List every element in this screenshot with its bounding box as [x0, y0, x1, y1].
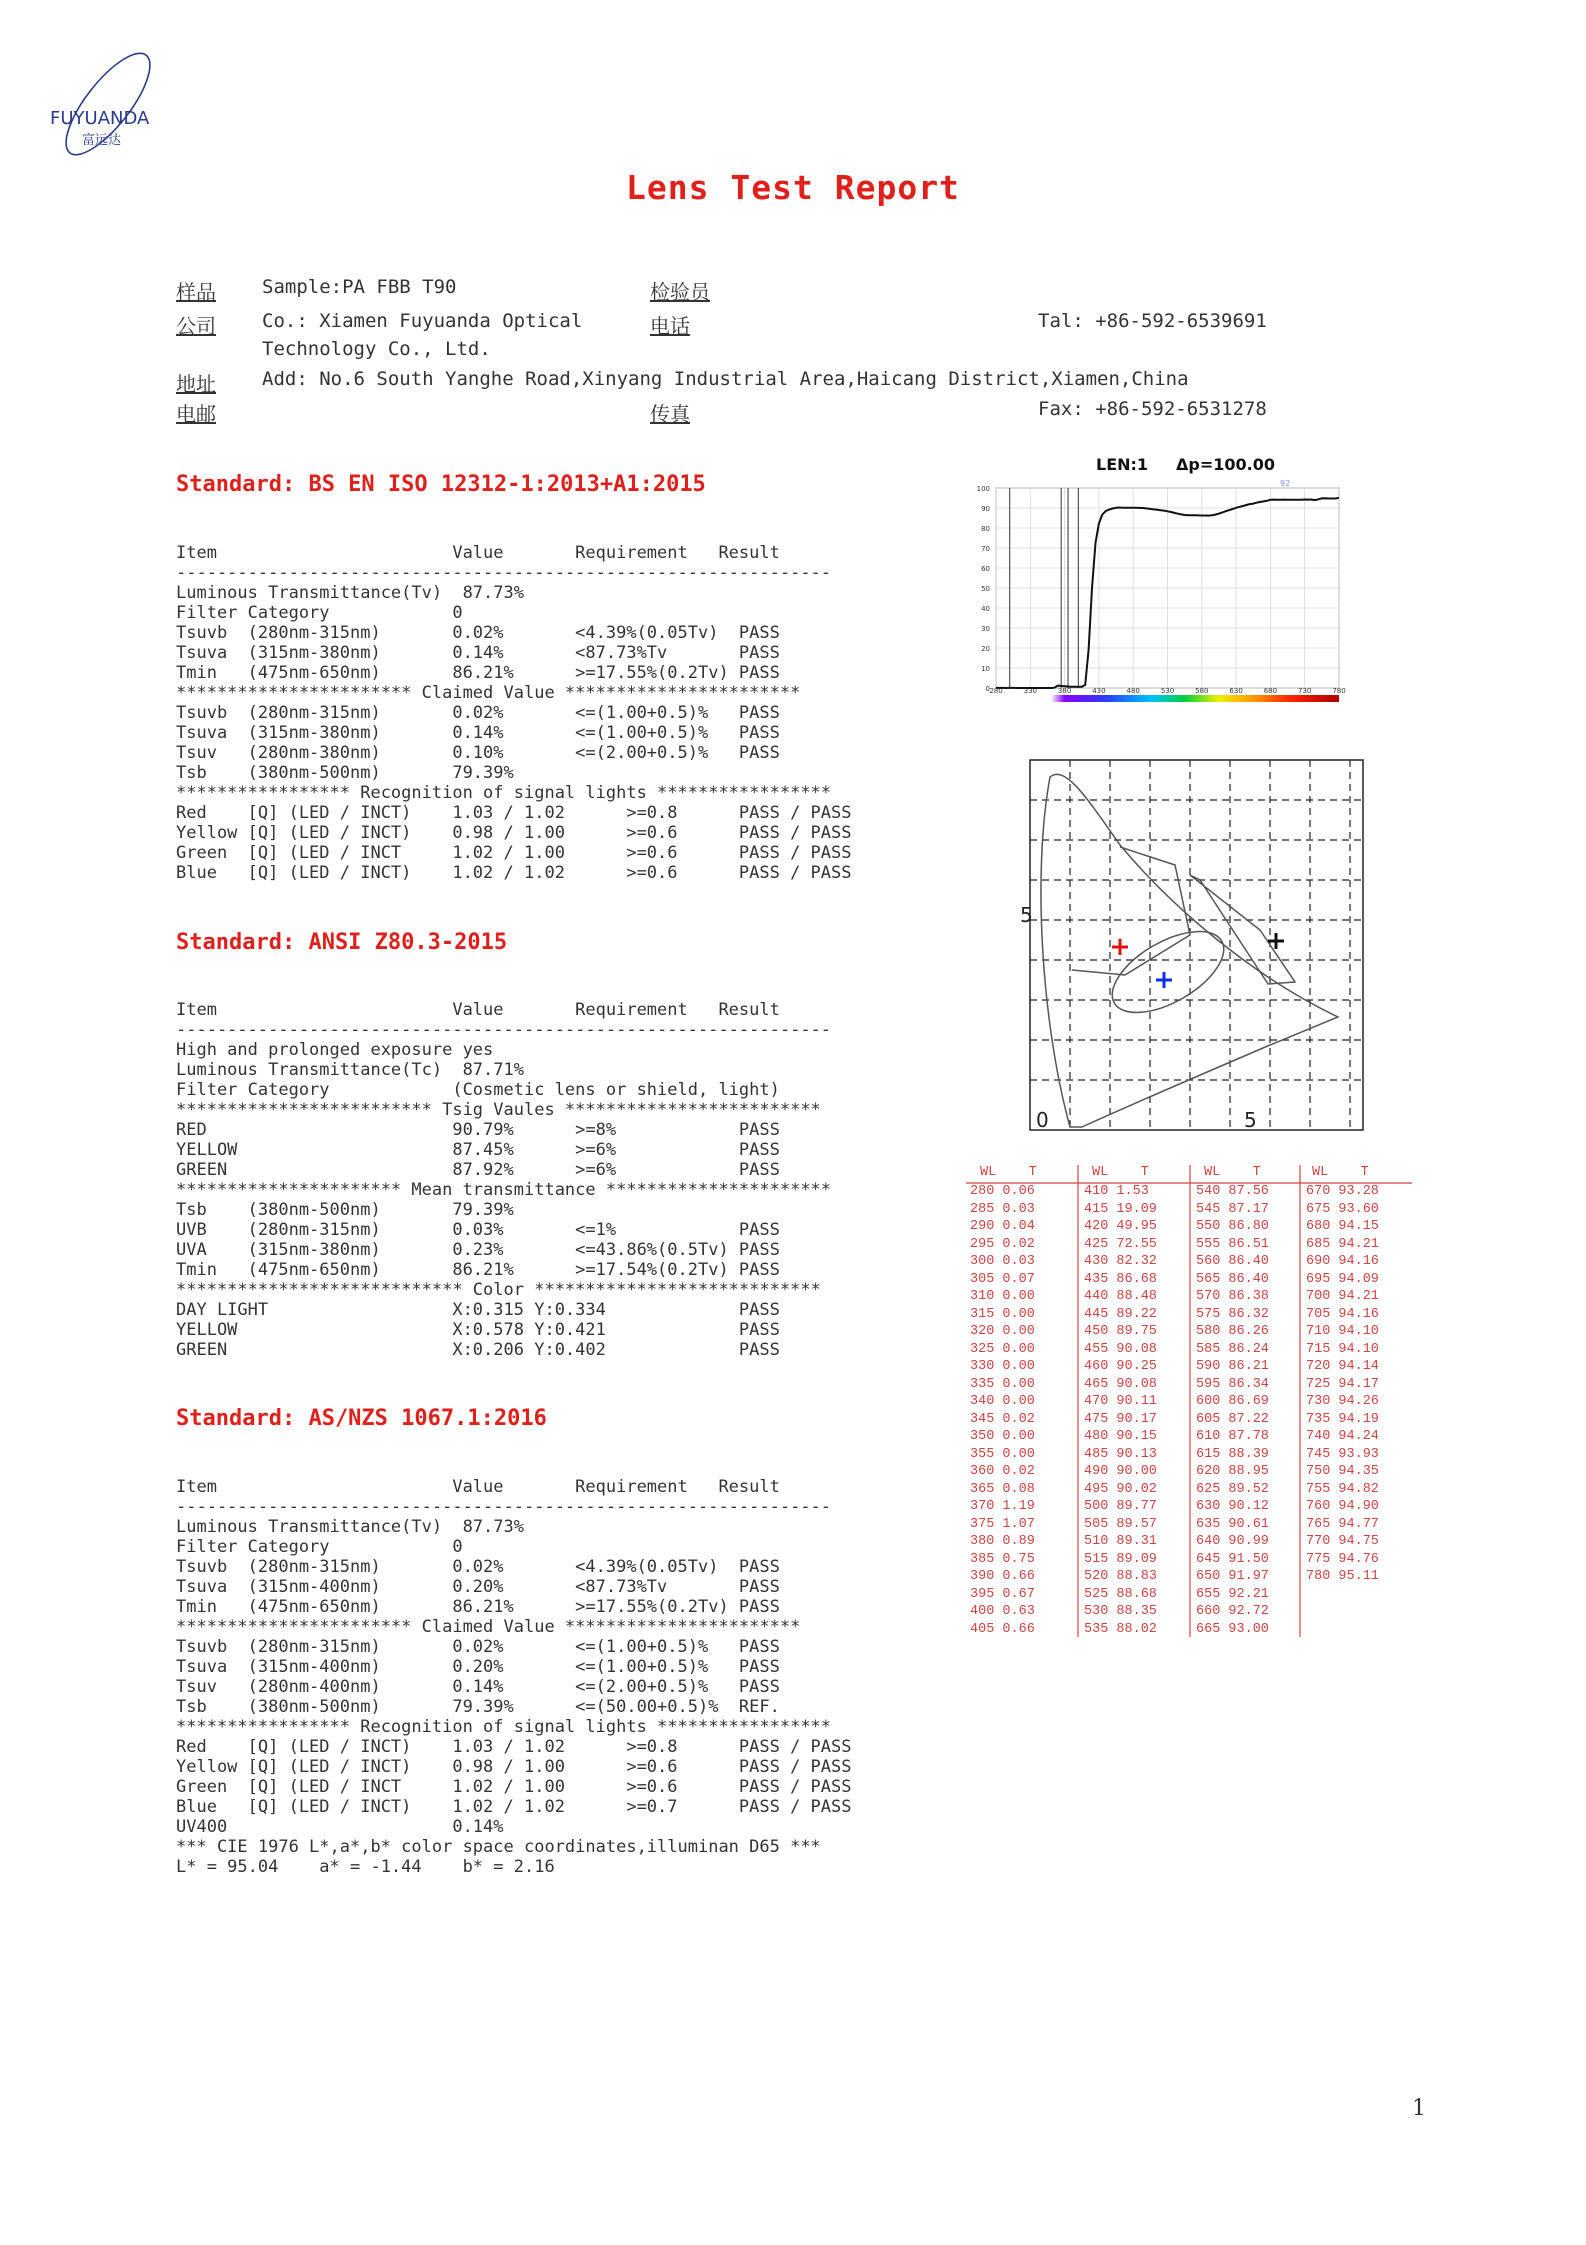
inspector-label: 检验员	[650, 280, 710, 304]
spectrum-x-tick-label: 580	[1195, 687, 1209, 695]
section1-line: Item Value Requirement Result	[176, 543, 780, 563]
wl-table-row: 515 89.09	[1084, 1551, 1157, 1567]
wl-header-wl: WL	[980, 1165, 997, 1180]
wl-table-row: 765 94.77	[1306, 1516, 1379, 1532]
section1-line: ***************** Recognition of signal lights *****************	[176, 783, 832, 803]
wl-table-row: 305 0.07	[970, 1271, 1035, 1287]
wl-table-row: 400 0.63	[970, 1604, 1035, 1619]
wl-table-row: 470 90.11	[1084, 1394, 1157, 1409]
wl-table-row: 330 0.00	[970, 1359, 1035, 1374]
address-label: 地址	[176, 372, 216, 396]
wl-table-row: 755 94.82	[1306, 1481, 1379, 1497]
spectrum-color-bar	[996, 695, 1339, 702]
section2-line: Tsb (380nm-500nm) 79.39%	[176, 1200, 514, 1220]
section2-line: UVB (280nm-315nm) 0.03% <=1% PASS	[176, 1220, 780, 1240]
wl-table-row: 685 94.21	[1306, 1236, 1379, 1252]
spectrum-y-tick-label: 60	[981, 565, 990, 573]
section2-line: UVA (315nm-380nm) 0.23% <=43.86%(0.5Tv) PASS	[176, 1240, 780, 1260]
wl-table-row: 445 89.22	[1084, 1306, 1157, 1322]
section2-line: Tmin (475nm-650nm) 86.21% >=17.54%(0.2Tv) PASS	[176, 1260, 780, 1280]
section2-line: **************************** Color ****************************	[176, 1280, 821, 1300]
wl-table-row: 370 1.19	[970, 1499, 1035, 1514]
section3-line: ***************** Recognition of signal lights *****************	[176, 1717, 832, 1737]
wl-table-row: 420 49.95	[1084, 1219, 1157, 1234]
wl-table-row: 510 89.31	[1084, 1534, 1157, 1549]
section1-line: Blue [Q] (LED / INCT) 1.02 / 1.02 >=0.6 PASS / PASS	[176, 863, 852, 883]
wl-table-row: 465 90.08	[1084, 1376, 1157, 1392]
chromaticity-label-5-left: 5	[1020, 903, 1033, 927]
wl-header-2	[1092, 1165, 1149, 1180]
sample-value: Sample:PA FBB T90	[262, 276, 457, 298]
wl-column-3	[1196, 1183, 1269, 1638]
sample-label: 样品	[176, 280, 216, 304]
wl-table-row: 360 0.02	[970, 1464, 1035, 1479]
chromaticity-label-5-bottom: 5	[1244, 1108, 1257, 1132]
section1-line: Tsb (380nm-500nm) 79.39%	[176, 763, 514, 783]
wl-table-row: 300 0.03	[970, 1254, 1035, 1269]
wl-header-4	[1312, 1165, 1369, 1180]
wl-table-row: 315 0.00	[970, 1306, 1035, 1322]
section3-line: Tsuva (315nm-400nm) 0.20% <87.73%Tv PASS	[176, 1577, 780, 1597]
wl-table-row: 385 0.75	[970, 1551, 1035, 1567]
wl-table-row: 745 93.93	[1306, 1446, 1379, 1462]
section2-line: GREEN X:0.206 Y:0.402 PASS	[176, 1340, 780, 1360]
wl-column-1	[970, 1183, 1035, 1638]
section1-title: Standard: BS EN ISO 12312-1:2013+A1:2015	[176, 472, 706, 497]
wl-table-row: 760 94.90	[1306, 1499, 1379, 1514]
spectrum-y-tick-label: 70	[981, 545, 990, 553]
wl-column-4	[1306, 1183, 1379, 1586]
spectrum-x-tick-label: 730	[1298, 687, 1312, 695]
wl-table-row: 585 86.24	[1196, 1341, 1269, 1357]
wl-table-row: 770 94.75	[1306, 1534, 1379, 1549]
section1-line: Tsuvb (280nm-315nm) 0.02% <4.39%(0.05Tv) PASS	[176, 623, 780, 643]
section1-line: Green [Q] (LED / INCT 1.02 / 1.00 >=0.6 PASS / PASS	[176, 843, 852, 863]
section1-line: Filter Category 0	[176, 603, 463, 623]
phone-label: 电话	[650, 314, 690, 338]
fax-label: 传真	[650, 402, 690, 426]
wl-table-row: 570 86.38	[1196, 1289, 1269, 1304]
section3-line: Tsuvb (280nm-315nm) 0.02% <4.39%(0.05Tv) PASS	[176, 1557, 780, 1577]
wl-table-row: 710 94.10	[1306, 1324, 1379, 1339]
wl-table-row: 455 90.08	[1084, 1341, 1157, 1357]
wl-table-row: 750 94.35	[1306, 1464, 1379, 1479]
wl-table-row: 435 86.68	[1084, 1271, 1157, 1287]
spectrum-x-tick-label: 330	[1023, 687, 1037, 695]
section2-line: RED 90.79% >=8% PASS	[176, 1120, 780, 1140]
wl-table-row: 295 0.02	[970, 1236, 1035, 1252]
page-number: 1	[1412, 2096, 1426, 2121]
spectrum-x-tick-label: 480	[1126, 687, 1140, 695]
section1-line: Yellow [Q] (LED / INCT) 0.98 / 1.00 >=0.6 PASS / PASS	[176, 823, 852, 843]
section3-line: UV400 0.14%	[176, 1817, 504, 1837]
wl-table-row: 430 82.32	[1084, 1254, 1157, 1269]
wl-table-row: 345 0.02	[970, 1411, 1035, 1427]
section1-line: Tsuv (280nm-380nm) 0.10% <=(2.00+0.5)% PASS	[176, 743, 780, 763]
section3-line: Tsuvb (280nm-315nm) 0.02% <=(1.00+0.5)% PASS	[176, 1637, 780, 1657]
wl-table-row: 695 94.09	[1306, 1271, 1379, 1287]
wl-header-t: T	[1360, 1165, 1369, 1180]
wl-header-wl: WL	[1204, 1165, 1221, 1180]
section1-line: Red [Q] (LED / INCT) 1.03 / 1.02 >=0.8 PASS / PASS	[176, 803, 852, 823]
wl-table-row: 440 88.48	[1084, 1289, 1157, 1304]
wl-table-row: 390 0.66	[970, 1569, 1035, 1584]
spectrum-y-tick-label: 40	[981, 605, 990, 613]
wl-table-row: 705 94.16	[1306, 1306, 1379, 1322]
wl-table-row: 625 89.52	[1196, 1481, 1269, 1497]
wl-table-row: 325 0.00	[970, 1341, 1035, 1357]
section3-line: Yellow [Q] (LED / INCT) 0.98 / 1.00 >=0.6 PASS / PASS	[176, 1757, 852, 1777]
wl-table-row: 670 93.28	[1306, 1184, 1379, 1199]
chromaticity-chart	[1020, 755, 1370, 1140]
section3-line: *** CIE 1976 L*,a*,b* color space coordinates,illuminan D65 ***	[176, 1837, 821, 1857]
phone-value: Tal: +86-592-6539691	[1038, 310, 1267, 332]
wl-table-row: 480 90.15	[1084, 1429, 1157, 1444]
wl-table-row: 660 92.72	[1196, 1604, 1269, 1619]
wl-table-row: 495 90.02	[1084, 1481, 1157, 1497]
wl-table-row: 720 94.14	[1306, 1359, 1379, 1374]
section3-line: Luminous Transmittance(Tv) 87.73%	[176, 1517, 524, 1537]
section2-title: Standard: ANSI Z80.3-2015	[176, 930, 508, 955]
company-label: 公司	[176, 314, 216, 338]
wl-table-row: 725 94.17	[1306, 1376, 1379, 1392]
wl-table-row: 645 91.50	[1196, 1551, 1269, 1567]
wl-table-row: 505 89.57	[1084, 1516, 1157, 1532]
section3-line: L* = 95.04 a* = -1.44 b* = 2.16	[176, 1857, 555, 1877]
section2-line: Item Value Requirement Result	[176, 1000, 780, 1020]
wl-table-row: 605 87.22	[1196, 1411, 1269, 1427]
wl-table-row: 615 88.39	[1196, 1446, 1269, 1462]
wl-table-row: 775 94.76	[1306, 1551, 1379, 1567]
wl-column-2	[1084, 1183, 1157, 1638]
section3-line: Tsb (380nm-500nm) 79.39% <=(50.00+0.5)% REF.	[176, 1697, 780, 1717]
spectrum-len-label: LEN:1	[1096, 455, 1149, 474]
section2-line: ----------------------------------------------------------------	[176, 1020, 832, 1040]
logo-brand-cn: 富远达	[82, 133, 122, 148]
wl-header-wl: WL	[1092, 1165, 1109, 1180]
wl-header-t: T	[1140, 1165, 1149, 1180]
company-value-2: Technology Co., Ltd.	[262, 338, 491, 360]
wl-table-row: 320 0.00	[970, 1324, 1035, 1339]
wl-table-row: 525 88.68	[1084, 1586, 1157, 1602]
wl-table-row: 650 91.97	[1196, 1569, 1269, 1584]
company-value-1: Co.: Xiamen Fuyuanda Optical	[262, 310, 583, 332]
wl-table-row: 560 86.40	[1196, 1254, 1269, 1269]
spectrum-x-tick-label: 530	[1160, 687, 1175, 695]
section3-line: Filter Category 0	[176, 1537, 463, 1557]
wl-table-row: 680 94.15	[1306, 1219, 1379, 1234]
chromaticity-label-0: 0	[1036, 1108, 1049, 1132]
chromaticity-chart-svg	[1020, 755, 1370, 1140]
wl-table-row: 600 86.69	[1196, 1394, 1269, 1409]
section2-line: Filter Category (Cosmetic lens or shield, light)	[176, 1080, 780, 1100]
section2-line: ********************** Mean transmittance **********************	[176, 1180, 832, 1200]
spectrum-x-tick-label: 430	[1092, 687, 1106, 695]
wl-table-row: 450 89.75	[1084, 1324, 1157, 1339]
wl-header-wl: WL	[1312, 1165, 1329, 1180]
wl-table-row: 355 0.00	[970, 1446, 1035, 1462]
wl-table-row: 630 90.12	[1196, 1499, 1269, 1514]
wl-table-row: 280 0.06	[970, 1184, 1035, 1199]
section1-line: Tsuvb (280nm-315nm) 0.02% <=(1.00+0.5)% PASS	[176, 703, 780, 723]
spectrum-chart	[960, 452, 1400, 712]
wl-table-row: 700 94.21	[1306, 1289, 1379, 1304]
wl-header-1	[980, 1165, 1037, 1180]
spectrum-delta-label: Δp=100.00	[1176, 455, 1275, 474]
spectrum-chart-svg	[960, 452, 1400, 712]
company-logo	[46, 46, 176, 166]
logo-swoosh-icon	[46, 46, 176, 166]
fax-value: Fax: +86-592-6531278	[1038, 398, 1267, 420]
wl-table-row: 310 0.00	[970, 1289, 1035, 1304]
wl-table-row: 740 94.24	[1306, 1429, 1379, 1444]
spectrum-y-tick-label: 10	[981, 665, 990, 673]
wl-table-row: 780 95.11	[1306, 1569, 1379, 1584]
section1-line: Luminous Transmittance(Tv) 87.73%	[176, 583, 524, 603]
wl-table-row: 595 86.34	[1196, 1376, 1269, 1392]
wl-table-row: 545 87.17	[1196, 1201, 1269, 1217]
spectrum-x-tick-label: 680	[1263, 687, 1278, 695]
wl-table-row: 580 86.26	[1196, 1324, 1269, 1339]
wl-table-row: 340 0.00	[970, 1394, 1035, 1409]
spectrum-x-tick-label: 630	[1229, 687, 1243, 695]
wl-table-row: 475 90.17	[1084, 1411, 1157, 1427]
wl-table-row: 335 0.00	[970, 1376, 1035, 1392]
wl-header-t: T	[1028, 1165, 1037, 1180]
wl-table-row: 350 0.00	[970, 1429, 1035, 1444]
wl-table-row: 530 88.35	[1084, 1604, 1157, 1619]
section3-line: Tsuva (315nm-400nm) 0.20% <=(1.00+0.5)% PASS	[176, 1657, 780, 1677]
wl-header-t: T	[1252, 1165, 1261, 1180]
wl-table-row: 425 72.55	[1084, 1236, 1157, 1252]
section3-table	[176, 1477, 852, 1877]
section1-line: Tmin (475nm-650nm) 86.21% >=17.55%(0.2Tv) PASS	[176, 663, 780, 683]
wl-table-row: 540 87.56	[1196, 1184, 1269, 1199]
email-label: 电邮	[176, 402, 216, 426]
wl-table-row: 485 90.13	[1084, 1446, 1157, 1462]
wl-header-3	[1204, 1165, 1261, 1180]
wl-table-row: 520 88.83	[1084, 1569, 1157, 1584]
section3-title: Standard: AS/NZS 1067.1:2016	[176, 1406, 547, 1431]
wl-table-row: 730 94.26	[1306, 1394, 1379, 1409]
wl-table-row: 550 86.80	[1196, 1219, 1269, 1234]
wl-table-row: 285 0.03	[970, 1201, 1035, 1217]
spectrum-y-tick-label: 90	[981, 505, 990, 513]
wl-table-row: 590 86.21	[1196, 1359, 1269, 1374]
section2-line: GREEN 87.92% >=6% PASS	[176, 1160, 780, 1180]
section3-line: Green [Q] (LED / INCT 1.02 / 1.00 >=0.6 PASS / PASS	[176, 1777, 852, 1797]
section1-line: ----------------------------------------------------------------	[176, 563, 832, 583]
wl-table-row: 735 94.19	[1306, 1411, 1379, 1427]
spectrum-y-tick-label: 50	[981, 585, 990, 593]
spectrum-x-tick-label: 380	[1057, 687, 1072, 695]
wl-table-row: 490 90.00	[1084, 1464, 1157, 1479]
wl-table-row: 365 0.08	[970, 1481, 1035, 1497]
section3-line: Red [Q] (LED / INCT) 1.03 / 1.02 >=0.8 PASS / PASS	[176, 1737, 852, 1757]
spectrum-x-tick-label: 780	[1332, 687, 1346, 695]
wl-table-row: 405 0.66	[970, 1621, 1035, 1637]
section2-line: High and prolonged exposure yes	[176, 1040, 494, 1060]
spectrum-y-tick-label: 30	[981, 625, 990, 633]
section3-line: Tsuv (280nm-400nm) 0.14% <=(2.00+0.5)% PASS	[176, 1677, 780, 1697]
wl-table-row: 715 94.10	[1306, 1341, 1379, 1357]
wl-table-row: 415 19.09	[1084, 1201, 1157, 1217]
section1-line: *********************** Claimed Value ***********************	[176, 683, 801, 703]
wl-table-row: 395 0.67	[970, 1586, 1035, 1602]
section3-line: Tmin (475nm-650nm) 86.21% >=17.55%(0.2Tv) PASS	[176, 1597, 780, 1617]
spectrum-y-tick-label: 20	[981, 645, 990, 653]
section1-table	[176, 543, 852, 883]
chromaticity-frame	[1030, 760, 1363, 1130]
wl-table-row: 565 86.40	[1196, 1271, 1269, 1287]
section3-line: Item Value Requirement Result	[176, 1477, 780, 1497]
wl-table-row: 535 88.02	[1084, 1621, 1157, 1637]
wl-transmittance-table	[966, 1165, 1412, 1637]
wl-table-row: 410 1.53	[1084, 1184, 1149, 1199]
wl-table-row: 290 0.04	[970, 1219, 1035, 1234]
spectrum-x-tick-label: 280	[989, 687, 1003, 695]
wl-table-row: 500 89.77	[1084, 1499, 1157, 1514]
wl-table-row: 675 93.60	[1306, 1201, 1379, 1217]
wl-table-row: 655 92.21	[1196, 1586, 1269, 1602]
section2-line: Luminous Transmittance(Tc) 87.71%	[176, 1060, 524, 1080]
wl-table-row: 690 94.16	[1306, 1254, 1379, 1269]
spectrum-y-tick-label: 0	[985, 685, 990, 693]
wl-table-row: 640 90.99	[1196, 1534, 1269, 1549]
section2-line: YELLOW X:0.578 Y:0.421 PASS	[176, 1320, 780, 1340]
wl-table-row: 375 1.07	[970, 1516, 1035, 1532]
wl-table-row: 575 86.32	[1196, 1306, 1269, 1322]
wl-table-row: 620 88.95	[1196, 1464, 1269, 1479]
page-title: Lens Test Report	[626, 168, 960, 207]
section2-line: ************************* Tsig Vaules *************************	[176, 1100, 821, 1120]
wl-table-row: 555 86.51	[1196, 1236, 1269, 1252]
logo-brand-text: FUYUANDA	[50, 108, 150, 129]
section3-line: ----------------------------------------------------------------	[176, 1497, 832, 1517]
section1-line: Tsuva (315nm-380nm) 0.14% <=(1.00+0.5)% PASS	[176, 723, 780, 743]
spectrum-y-tick-label: 100	[976, 485, 990, 493]
address-value: Add: No.6 South Yanghe Road,Xinyang Industrial Area,Haicang District,Xiamen,China	[262, 368, 1189, 390]
section2-table	[176, 1000, 831, 1360]
spectrum-marker-label: 92	[1280, 479, 1291, 488]
wl-table-row: 665 93.00	[1196, 1621, 1269, 1637]
section1-line: Tsuva (315nm-380nm) 0.14% <87.73%Tv PASS	[176, 643, 780, 663]
section3-line: *********************** Claimed Value ***********************	[176, 1617, 801, 1637]
wl-table-row: 460 90.25	[1084, 1359, 1157, 1374]
section2-line: DAY LIGHT X:0.315 Y:0.334 PASS	[176, 1300, 780, 1320]
wl-table-row: 380 0.89	[970, 1534, 1035, 1549]
section3-line: Blue [Q] (LED / INCT) 1.02 / 1.02 >=0.7 PASS / PASS	[176, 1797, 852, 1817]
section2-line: YELLOW 87.45% >=6% PASS	[176, 1140, 780, 1160]
spectrum-y-tick-label: 80	[981, 525, 990, 533]
wl-table-row: 610 87.78	[1196, 1429, 1269, 1444]
wl-table-row: 635 90.61	[1196, 1516, 1269, 1532]
